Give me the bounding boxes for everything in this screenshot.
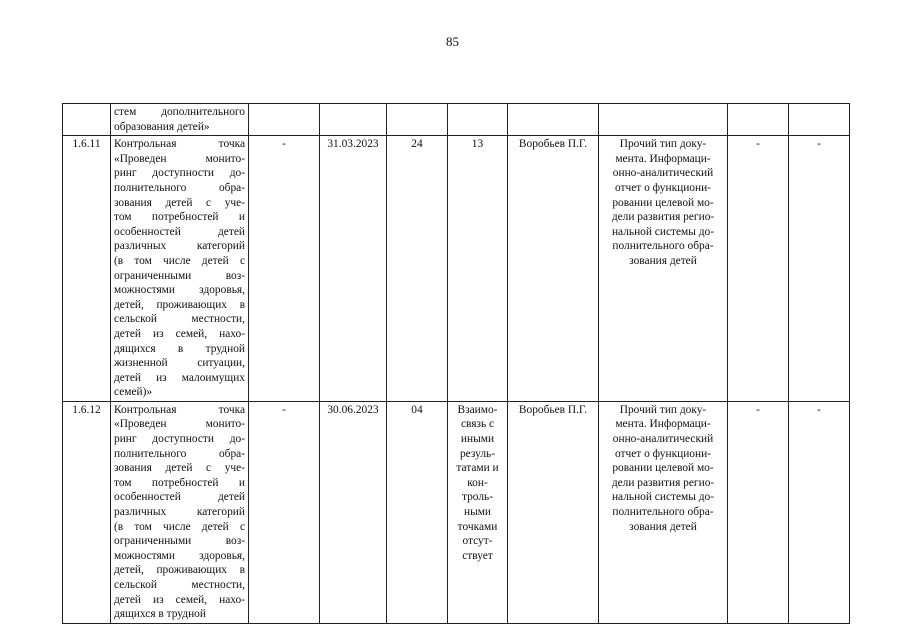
text-line: ограниченными воз- [114,535,245,548]
text-line: связь с [460,418,495,431]
text-line: ствует [462,549,493,562]
control-point-name [114,403,245,622]
table-row [63,136,850,402]
code-cell: 24 [387,136,448,402]
row-number-cell: 1.6.11 [63,136,111,402]
date-cell: 31.03.2023 [320,136,387,402]
control-point-name-cell [111,401,249,623]
text-line: Контрольная точка [114,403,245,416]
text-line: нальной системы до- [611,225,715,238]
text-line: Взаимо- [457,403,498,416]
text-line: особенностей детей [114,491,245,504]
text-line: детей из семей, нахо- [114,327,245,340]
text-line: детей, проживающих в [114,564,245,577]
text-line: «Проведен монито- [114,152,245,165]
text-line: мента. Информаци- [615,152,711,165]
text-line: зования детей с уче- [114,462,245,475]
text-line: отчет о функциони- [615,181,711,194]
text-line: детей из малоимущих [114,371,245,384]
text-line: ными [463,506,492,519]
text-line: ровании целевой мо- [612,196,714,209]
dash-cell: - [249,136,320,402]
empty-cell [249,104,320,136]
control-point-name-cell [111,136,249,402]
text-line: полнительного обра- [114,181,245,194]
text-line: 13 [471,138,484,151]
text-line: Прочий тип доку- [619,403,707,416]
text-line: резуль- [459,447,496,460]
responsible-cell: Воробьев П.Г. [508,136,599,402]
text-line: различных категорий [114,240,245,253]
text-line: ограниченными воз- [114,269,245,282]
document-type-text [602,403,724,534]
text-line: образования детей» [114,120,210,133]
text-line: сельской местности, [114,579,245,591]
text-line: стем дополнительного [114,106,245,118]
relation-text [451,137,504,152]
text-line: ринг доступности до- [114,167,245,180]
text-line: том потребностей и [114,211,245,224]
text-line: зования детей [629,254,697,267]
text-line: детей, проживающих в [114,298,245,311]
text-line: зования детей с уче- [114,196,245,209]
row-number-cell [63,104,111,136]
relation-cell [448,401,508,623]
control-point-name [114,105,245,134]
text-line: нальной системы до- [611,491,715,504]
text-line: иными [460,433,495,446]
date-cell: 30.06.2023 [320,401,387,623]
text-line: отчет о функциони- [615,447,711,460]
responsible-cell: Воробьев П.Г. [508,401,599,623]
text-line: Контрольная точка [114,138,245,151]
text-line: можностями здоровья, [114,549,245,562]
text-line: полнительного обра- [114,447,245,460]
text-line: (в том числе детей с [114,254,245,267]
code-cell [387,104,448,136]
dash-cell: - [249,401,320,623]
table-row [63,401,850,623]
text-line: различных категорий [114,506,245,519]
dash-cell: - [728,401,789,623]
text-line: онно-аналитический [612,167,714,180]
document-type-cell [599,136,728,402]
text-line: семей)» [114,386,153,399]
document-type-cell [599,104,728,136]
dash-cell: - [728,136,789,402]
text-line: кон- [467,476,488,489]
dash-cell: - [789,136,850,402]
dash-cell: - [789,401,850,623]
text-line: мента. Информаци- [615,418,711,431]
text-line: онно-аналитический [612,433,714,446]
text-line: дели развития регио- [611,476,715,489]
relation-cell [448,136,508,402]
text-line: троль- [461,491,494,504]
control-points-table [62,103,850,624]
text-line: полнительного обра- [612,506,714,519]
text-line: детей из семей, нахо- [114,593,245,606]
text-line: «Проведен монито- [114,418,245,431]
date-cell [320,104,387,136]
text-line: можностями здоровья, [114,284,245,297]
text-line: отсут- [462,535,493,548]
document-type-cell [599,401,728,623]
text-line: татами и [456,462,499,475]
text-line: особенностей детей [114,225,245,238]
text-line: полнительного обра- [612,240,714,253]
text-line: точками [457,520,498,533]
text-line: дящихся в трудной [114,342,245,355]
responsible-cell [508,104,599,136]
extra-cell-2 [789,104,850,136]
relation-text [451,403,504,564]
control-point-name [114,137,245,400]
control-point-name-cell [111,104,249,136]
text-line: том потребностей и [114,476,245,489]
text-line: ровании целевой мо- [612,462,714,475]
text-line: дящихся в трудной [114,608,206,621]
text-line: жизненной ситуации, [114,357,245,370]
text-line: ринг доступности до- [114,433,245,446]
text-line: Прочий тип доку- [619,138,707,151]
text-line: (в том числе детей с [114,520,245,533]
row-number-cell: 1.6.12 [63,401,111,623]
extra-cell-1 [728,104,789,136]
document-type-text [602,137,724,268]
text-line: дели развития регио- [611,211,715,224]
page-number: 85 [446,34,459,49]
text-line: сельской местности, [114,313,245,326]
text-line: зования детей [629,520,697,533]
table-row [63,104,850,136]
relation-cell [448,104,508,136]
code-cell: 04 [387,401,448,623]
